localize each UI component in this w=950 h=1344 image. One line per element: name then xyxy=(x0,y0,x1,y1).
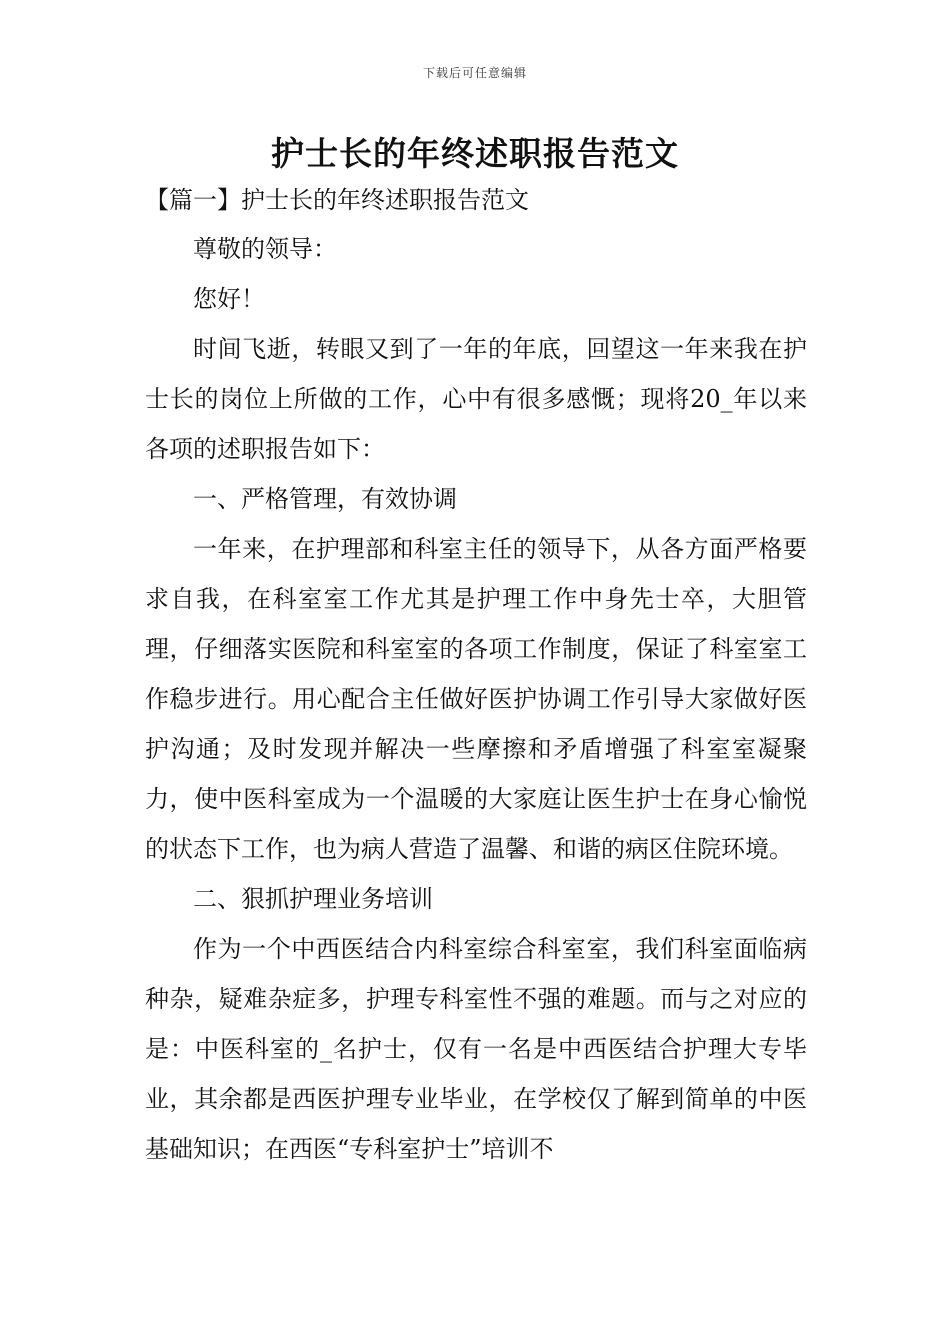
document-body xyxy=(145,224,807,1174)
management-paragraph: 一年来，在护理部和科室主任的领导下，从各方面严格要求自我，在科室室工作尤其是护理工作中身先士卒，大胆管理，仔细落实医院和科室室的各项工作制度，保证了科室室工作稳步进行。用心配合主任做好医护协调工作引导大家做好医护沟通；及时发现并解决一些摩擦和矛盾增强了科室室凝聚力，使中医科室成为一个温暖的大家庭让医生护士在身心愉悦的状态下工作，也为病人营造了温馨、和谐的病区住院环境。 xyxy=(145,535,807,863)
greeting: 您好！ xyxy=(193,285,265,313)
training-paragraph: 作为一个中西医结合内科室综合科室室，我们科室面临病种杂，疑难杂症多，护理专科室性不强的难题。而与之对应的是：中医科室的_名护士，仅有一名是中西医结合护理大专毕业，其余都是西医护理专业毕业，在学校仅了解到简单的中医基础知识；在西医“专科室护士”培训不 xyxy=(145,935,807,1163)
page-header-note: 下载后可任意编辑 xyxy=(422,66,527,80)
subheading-management: 一、严格管理，有效协调 xyxy=(193,485,457,513)
intro-paragraph: 时间飞逝，转眼又到了一年的年底，回望这一年来我在护士长的岗位上所做的工作，心中有很多感慨；现将20_年以来各项的述职报告如下： xyxy=(145,335,807,463)
subheading-training: 二、狠抓护理业务培训 xyxy=(193,885,433,913)
document-title: 护士长的年终述职报告范文 xyxy=(271,134,679,173)
salutation: 尊敬的领导： xyxy=(193,235,337,263)
section-heading: 【篇一】护士长的年终述职报告范文 xyxy=(145,186,529,214)
